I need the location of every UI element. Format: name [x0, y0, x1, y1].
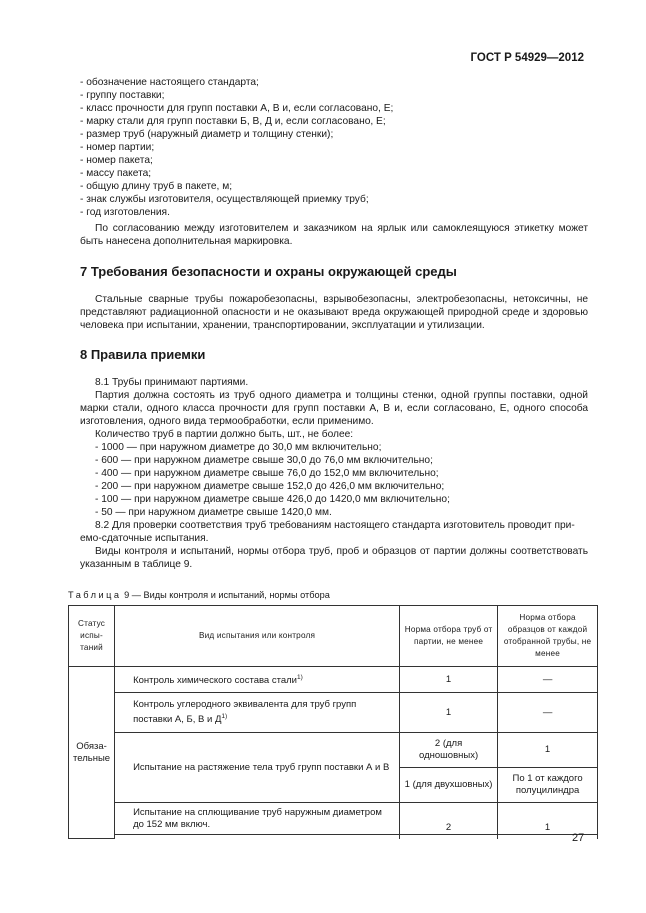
list-item: - массу пакета; — [80, 168, 152, 179]
test-kind-text: Контроль углеродного эквивалента для труб групп поставки А, Б, В и Д — [133, 698, 357, 726]
list-item: - общую длину труб в пакете, м; — [80, 181, 233, 192]
norm-batch-cell: 2 (для одношовных) — [400, 733, 498, 768]
standard-header: ГОСТ Р 54929—2012 — [470, 52, 584, 64]
paragraph-8-2-cont: емо-сдаточные испытания. — [80, 533, 209, 544]
norm-batch-cell: 1 — [400, 693, 498, 733]
norm-batch-cell: 1 (для двухшовных) — [400, 768, 498, 803]
table-header-row — [69, 606, 598, 667]
paragraph-8-1: 8.1 Трубы принимают партиями. — [95, 377, 249, 388]
table-row — [69, 835, 598, 839]
section-7-heading: 7 Требования безопасности и охраны окружающей среды — [80, 264, 457, 279]
header-kind: Вид испытания или контроля — [115, 606, 400, 667]
quantity-item: - 600 — при наружном диаметре свыше 30,0 до 76,0 мм включительно; — [95, 455, 433, 466]
list-item: - знак службы изготовителя, осуществляющей приемку труб; — [80, 194, 369, 205]
test-kind-cell — [115, 667, 400, 693]
quantity-item: - 400 — при наружном диаметре свыше 76,0 до 152,0 мм включительно; — [95, 468, 439, 479]
paragraph-8-2: 8.2 Для проверки соответствия труб требованиям настоящего стандарта изготовитель проводит при- — [95, 520, 575, 531]
quantity-item: - 200 — при наружном диаметре свыше 152,0 до 426,0 мм включительно; — [95, 481, 445, 492]
quantity-item: - 1000 — при наружном диаметре до 30,0 мм включительно; — [95, 442, 382, 453]
batch-paragraph: Партия должна состоять из труб одного диаметра и толщины стенки, одной группы поставки, одной марки стали, одного класса прочности для групп поставки А, В и, если согласовано, Е, одного способа изготовления, одного вида термообработки, если применимо. — [80, 390, 588, 427]
quantity-item: - 100 — при наружном диаметре свыше 426,0 до 1420,0 мм включительно; — [95, 494, 450, 505]
list-item: - класс прочности для групп поставки А, В и, если согласовано, Е; — [80, 103, 394, 114]
table-row — [69, 693, 598, 733]
norm-pipe-cell: — — [498, 693, 598, 733]
list-item: - размер труб (наружный диаметр и толщину стенки); — [80, 129, 334, 140]
footnote-mark: 1) — [221, 712, 228, 720]
norm-batch-cell: 1 — [400, 667, 498, 693]
norm-batch-cell: 2 — [400, 803, 498, 835]
table-row — [69, 803, 598, 835]
table-row — [69, 667, 598, 693]
test-kind-cell: Испытание на сплющивание труб наружным диаметром до 152 мм включ. — [115, 803, 400, 835]
table-caption-word: Таблица — [68, 590, 122, 600]
footnote-mark: 1) — [296, 673, 303, 681]
header-norm-pipe: Норма отбора образцов от каждой отобранной трубы, не менее — [498, 606, 598, 667]
list-item: - обозначение настоящего стандарта; — [80, 77, 259, 88]
list-item: - группу поставки; — [80, 90, 165, 101]
list-item: - номер пакета; — [80, 155, 153, 166]
table-reference-paragraph: Виды контроля и испытаний, нормы отбора труб, проб и образцов от партии должны соответствовать указанным в таблице 9. — [80, 546, 588, 570]
quantity-intro: Количество труб в партии должно быть, шт., не более: — [95, 429, 354, 440]
list-item: - марку стали для групп поставки Б, В, Д и, если согласовано, Е; — [80, 116, 386, 127]
table-caption — [68, 590, 330, 600]
quantity-item: - 50 — при наружном диаметре свыше 1420,0 мм. — [95, 507, 332, 518]
page-number: 27 — [572, 832, 585, 844]
header-norm-batch: Норма отбора труб от партии, не менее — [400, 606, 498, 667]
section-8-heading: 8 Правила приемки — [80, 347, 206, 362]
test-kind-cell: Испытание на растяжение тела труб групп поставки А и В — [115, 733, 400, 803]
header-status: Статус испы-таний — [69, 606, 115, 667]
norm-pipe-cell: — — [498, 667, 598, 693]
table-caption-text: 9 — Виды контроля и испытаний, нормы отбора — [124, 590, 330, 600]
list-item: - год изготовления. — [80, 207, 170, 218]
test-kind-text: Контроль химического состава стали — [133, 675, 297, 687]
norm-pipe-cell: 1 — [498, 733, 598, 768]
status-cell: Обяза-тельные — [69, 667, 115, 839]
norm-pipe-cell: 1 — [498, 803, 598, 835]
table-row — [69, 733, 598, 768]
norm-pipe-cell: По 1 от каждого полуцилиндра — [498, 768, 598, 803]
table-9 — [68, 605, 598, 839]
list-item: - номер партии; — [80, 142, 155, 153]
test-kind-cell — [115, 693, 400, 733]
section-7-text: Стальные сварные трубы пожаробезопасны, взрывобезопасны, электробезопасны, нетоксичны, не представляют радиационной опасности и не оказывают вреда окружающей природной среде и здоровью человека при испытании, хранении, транспортировании, эксплуатации и утилизации. — [80, 294, 588, 331]
agreement-paragraph: По согласованию между изготовителем и заказчиком на ярлык или самоклеящуюся этикетку может быть нанесена дополнительная маркировка. — [80, 223, 588, 247]
